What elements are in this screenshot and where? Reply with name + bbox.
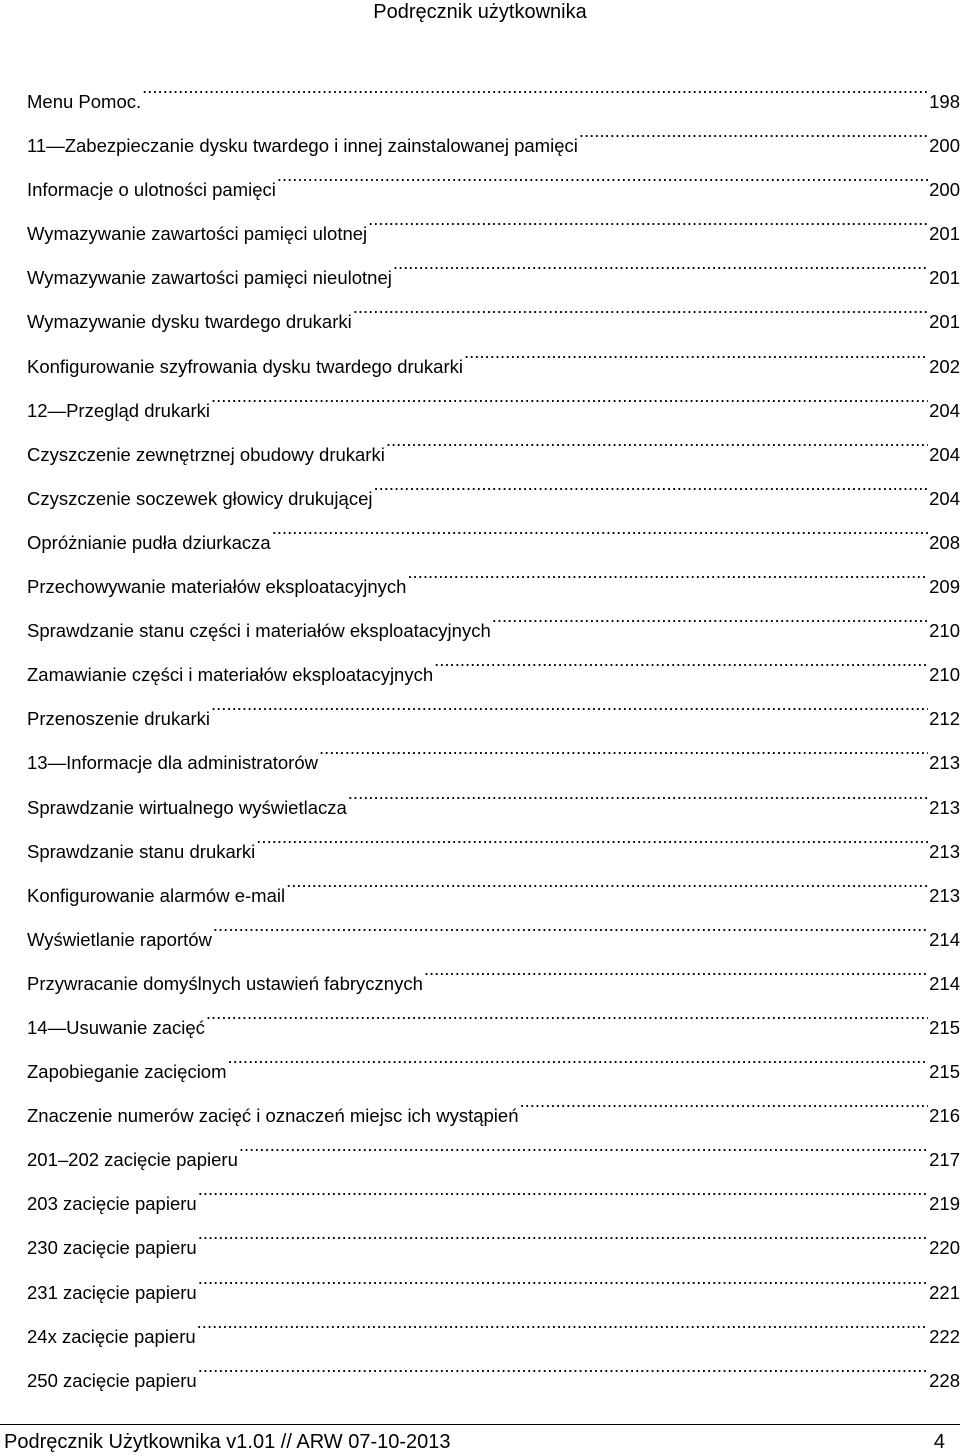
- toc-dot-leader: [198, 1343, 928, 1387]
- toc-entry-title: Menu Pomoc.: [27, 91, 142, 112]
- toc-entry-title: Sprawdzanie stanu części i materiałów eksploatacyjnych: [27, 620, 491, 642]
- toc-dot-leader: [286, 858, 928, 902]
- toc-dot-leader: [211, 681, 928, 725]
- toc-entry-page: 220: [929, 1237, 960, 1259]
- toc-entry-page: 212: [929, 708, 960, 730]
- toc-entry-page: 215: [929, 1016, 960, 1038]
- toc-dot-leader: [434, 637, 928, 681]
- toc-dot-leader: [464, 329, 928, 373]
- toc-entry-page: 208: [929, 531, 960, 553]
- toc-dot-leader: [353, 284, 928, 328]
- toc-dot-leader: [386, 417, 928, 461]
- toc-entry-title: 203 zacięcie papieru: [27, 1193, 197, 1215]
- toc-entry-title: Konfigurowanie szyfrowania dysku twardego drukarki: [27, 355, 463, 377]
- footer-page-number: 4: [933, 1431, 945, 1453]
- toc-entry-title: Wymazywanie zawartości pamięci nieulotnej: [27, 267, 392, 289]
- toc-dot-leader: [520, 1078, 929, 1122]
- toc-entry-title: 230 zacięcie papieru: [27, 1237, 197, 1259]
- toc-dot-leader: [424, 946, 928, 990]
- toc-entry-title: 12—Przegląd drukarki: [27, 399, 211, 421]
- footer-divider: [0, 1424, 960, 1425]
- toc-entry-page: 217: [929, 1149, 960, 1171]
- toc-dot-leader: [407, 549, 928, 593]
- footer-document-info: Podręcznik Użytkownika v1.01 // ARW 07-10-2013: [4, 1431, 451, 1453]
- toc-entry-page: 210: [929, 664, 960, 686]
- toc-dot-leader: [393, 240, 928, 284]
- toc-entry-page: 213: [929, 884, 960, 906]
- toc-dot-leader: [198, 1210, 928, 1254]
- toc-entry-title: Informacje o ulotności pamięci: [27, 179, 276, 201]
- toc-dot-leader: [492, 593, 928, 637]
- table-of-contents: [27, 64, 960, 1391]
- toc-entry-page: 204: [929, 487, 960, 509]
- toc-dot-leader: [368, 196, 928, 240]
- page-header: [0, 0, 960, 24]
- toc-entry-title: Przywracanie domyślnych ustawień fabrycznych: [27, 972, 423, 994]
- toc-dot-leader: [272, 505, 928, 549]
- toc-entry-title: Opróżnianie pudła dziurkacza: [27, 531, 271, 553]
- toc-entry-page: 201: [929, 223, 960, 245]
- toc-dot-leader: [373, 461, 928, 505]
- toc-entry-title: Zapobieganie zacięciom: [27, 1061, 227, 1083]
- toc-entry[interactable]: [27, 64, 960, 112]
- toc-dot-leader: [228, 1034, 929, 1078]
- toc-entry-title: Czyszczenie zewnętrznej obudowy drukarki: [27, 443, 385, 465]
- toc-dot-leader: [142, 64, 928, 108]
- toc-entry-title: Czyszczenie soczewek głowicy drukującej: [27, 487, 373, 509]
- toc-entry-page: 210: [929, 620, 960, 642]
- toc-dot-leader: [277, 152, 928, 196]
- toc-entry-title: Wyświetlanie raportów: [27, 928, 212, 950]
- toc-entry-title: 250 zacięcie papieru: [27, 1369, 197, 1391]
- toc-entry-page: 214: [929, 972, 960, 994]
- toc-dot-leader: [579, 108, 928, 152]
- toc-entry-page: 213: [929, 796, 960, 818]
- toc-entry-page: 213: [929, 752, 960, 774]
- toc-dot-leader: [319, 725, 928, 769]
- toc-entry-title: 14—Usuwanie zacięć: [27, 1016, 205, 1038]
- toc-entry-page: 216: [929, 1105, 960, 1127]
- toc-entry-page: 219: [929, 1193, 960, 1215]
- toc-dot-leader: [211, 373, 928, 417]
- toc-entry-page: 215: [929, 1061, 960, 1083]
- toc-entry-title: 13—Informacje dla administratorów: [27, 752, 318, 774]
- toc-entry[interactable]: [27, 108, 960, 157]
- toc-entry-title: Zamawianie części i materiałów eksploatacyjnych: [27, 664, 434, 686]
- toc-entry-title: Przechowywanie materiałów eksploatacyjnych: [27, 576, 407, 598]
- toc-entry-page: 204: [929, 399, 960, 421]
- toc-entry-title: Sprawdzanie wirtualnego wyświetlacza: [27, 796, 347, 818]
- toc-entry-page: 198: [929, 91, 960, 112]
- toc-entry-title: 201–202 zacięcie papieru: [27, 1149, 238, 1171]
- toc-entry-page: 209: [929, 576, 960, 598]
- toc-entry-title: Konfigurowanie alarmów e-mail: [27, 884, 286, 906]
- toc-dot-leader: [239, 1122, 928, 1166]
- toc-entry-title: Wymazywanie dysku twardego drukarki: [27, 311, 352, 333]
- toc-entry-page: 213: [929, 840, 960, 862]
- toc-entry-page: 201: [929, 267, 960, 289]
- toc-entry-page: 202: [929, 355, 960, 377]
- toc-entry-title: Przenoszenie drukarki: [27, 708, 211, 730]
- toc-entry-page: 228: [929, 1369, 960, 1391]
- toc-dot-leader: [198, 1166, 928, 1210]
- toc-dot-leader: [206, 990, 928, 1034]
- toc-entry-page: 222: [929, 1325, 960, 1347]
- toc-entry-title: Wymazywanie zawartości pamięci ulotnej: [27, 223, 368, 245]
- toc-dot-leader: [213, 902, 928, 946]
- toc-entry-page: 200: [929, 179, 960, 201]
- toc-dot-leader: [198, 1255, 928, 1299]
- toc-dot-leader: [197, 1299, 928, 1343]
- toc-entry-title: 231 zacięcie papieru: [27, 1281, 197, 1303]
- toc-entry-title: 24x zacięcie papieru: [27, 1325, 196, 1347]
- toc-entry-title: Sprawdzanie stanu drukarki: [27, 840, 256, 862]
- toc-entry-page: 204: [929, 443, 960, 465]
- toc-dot-leader: [348, 770, 928, 814]
- toc-entry-title: Znaczenie numerów zacięć i oznaczeń miejsc ich wystąpień: [27, 1105, 519, 1127]
- toc-entry-title: 11—Zabezpieczanie dysku twardego i innej zainstalowanej pamięci: [27, 135, 578, 157]
- toc-entry-page: 221: [929, 1281, 960, 1303]
- toc-entry-page: 201: [929, 311, 960, 333]
- header-title: Podręcznik użytkownika: [373, 1, 587, 23]
- toc-entry-page: 200: [929, 135, 960, 157]
- toc-dot-leader: [256, 814, 928, 858]
- toc-entry-page: 214: [929, 928, 960, 950]
